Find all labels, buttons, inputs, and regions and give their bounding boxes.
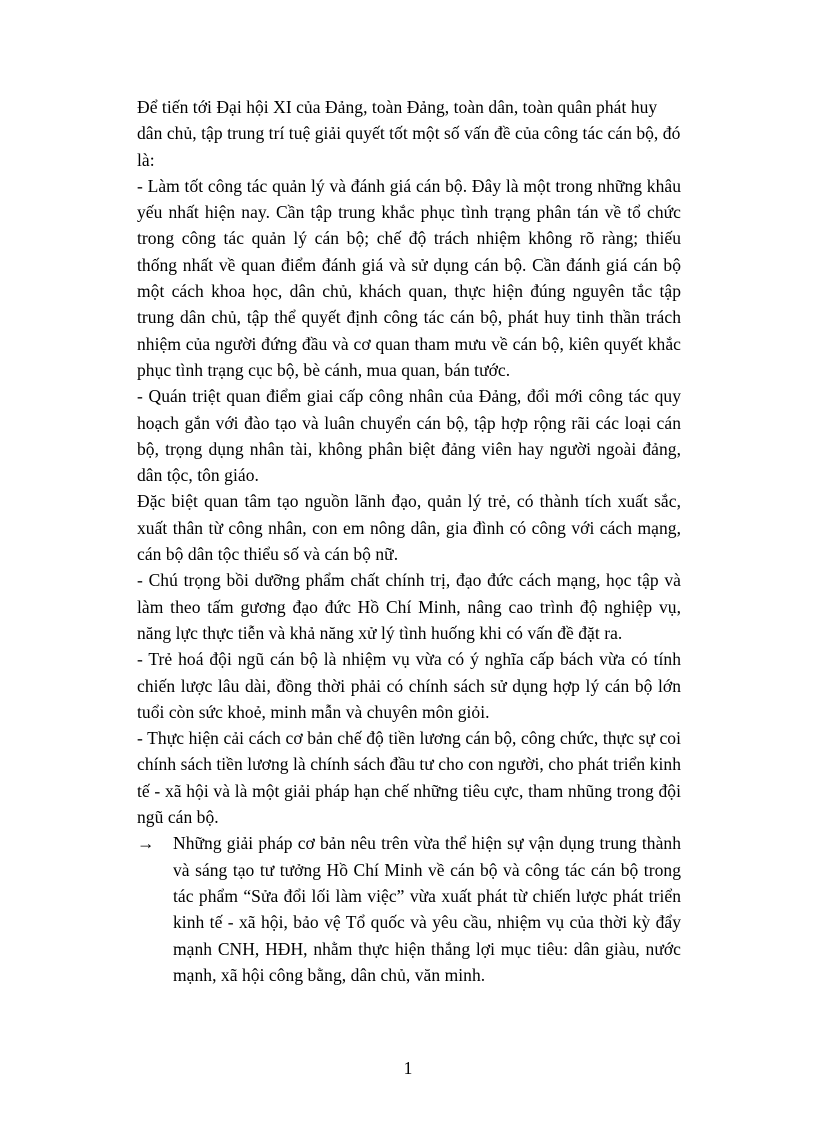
item-management-evaluation: - Làm tốt công tác quản lý và đánh giá cán bộ. Đây là một trong những khâu yếu nhất hiện nay. Cần tập trung khắc phục tình trạng phân tán về tổ chức trong công tác quản lý cán bộ; chế độ trách nhiệm không rõ ràng; thiếu thống nhất về quan điểm đánh giá và sử dụng cán bộ. Cần đánh giá cán bộ một cách khoa học, dân chủ, khách quan, thực hiện đúng nguyên tắc tập trung dân chủ, tập thể quyết định công tác cán bộ, phát huy tinh thần trách nhiệm của người đứng đầu và cơ quan tham mưu về cán bộ, kiên quyết khắc phục tình trạng cục bộ, bè cánh, mua quan, bán tước.	[137, 175, 681, 380]
item-salary-reform: - Thực hiện cải cách cơ bản chế độ tiền lương cán bộ, công chức, thực sự coi chính sách tiền lương là chính sách đầu tư cho con người, cho phát triển kinh tế - xã hội và là một giải pháp hạn chế những tiêu cực, tham nhũng trong đội ngũ cán bộ.	[137, 728, 681, 828]
page-number: 1	[403, 1058, 413, 1078]
right-arrow-icon: →	[137, 833, 155, 854]
item-planning-training: - Quán triệt quan điểm giai cấp công nhân của Đảng, đổi mới công tác quy hoạch gắn với đào tạo và luân chuyển cán bộ, tập hợp rộng rãi các loại cán bộ, trọng dụng nhân tài, không phân biệt đảng viên hay người ngoài đảng, dân tộc, tôn giáo.	[137, 386, 681, 486]
intro-paragraph: Để tiến tới Đại hội XI của Đảng, toàn Đảng, toàn dân, toàn quân phát huy dân chủ, tập trung trí tuệ giải quyết tốt một số vấn đề của công tác cán bộ, đó là:	[137, 97, 681, 170]
conclusion-text: Những giải pháp cơ bản nêu trên vừa thể hiện sự vận dụng trung thành và sáng tạo tư tưởng Hồ Chí Minh về cán bộ và công tác cán bộ trong tác phẩm “Sửa đổi lối làm việc” vừa xuất phát từ chiến lược phát triển kinh tế - xã hội, bảo vệ Tổ quốc và yêu cầu, nhiệm vụ của thời kỳ đẩy mạnh CNH, HĐH, nhằm thực hiện thắng lợi mục tiêu: dân giàu, nước mạnh, xã hội công bằng, dân chủ, văn minh.	[173, 833, 681, 985]
item-young-leaders: Đặc biệt quan tâm tạo nguồn lãnh đạo, quản lý trẻ, có thành tích xuất sắc, xuất thân từ công nhân, con em nông dân, gia đình có công với cách mạng, cán bộ dân tộc thiểu số và cán bộ nữ.	[137, 491, 681, 565]
conclusion-paragraph	[137, 830, 681, 988]
item-rejuvenation: - Trẻ hoá đội ngũ cán bộ là nhiệm vụ vừa có ý nghĩa cấp bách vừa có tính chiến lược lâu dài, đồng thời phải có chính sách sử dụng hợp lý cán bộ lớn tuổi còn sức khoẻ, minh mẫn và chuyên môn giỏi.	[137, 649, 681, 722]
document-body	[137, 94, 681, 988]
item-political-quality: - Chú trọng bồi dưỡng phẩm chất chính trị, đạo đức cách mạng, học tập và làm theo tấm gương đạo đức Hồ Chí Minh, nâng cao trình độ nghiệp vụ, năng lực thực tiễn và khả năng xử lý tình huống khi có vấn đề đặt ra.	[137, 570, 681, 643]
